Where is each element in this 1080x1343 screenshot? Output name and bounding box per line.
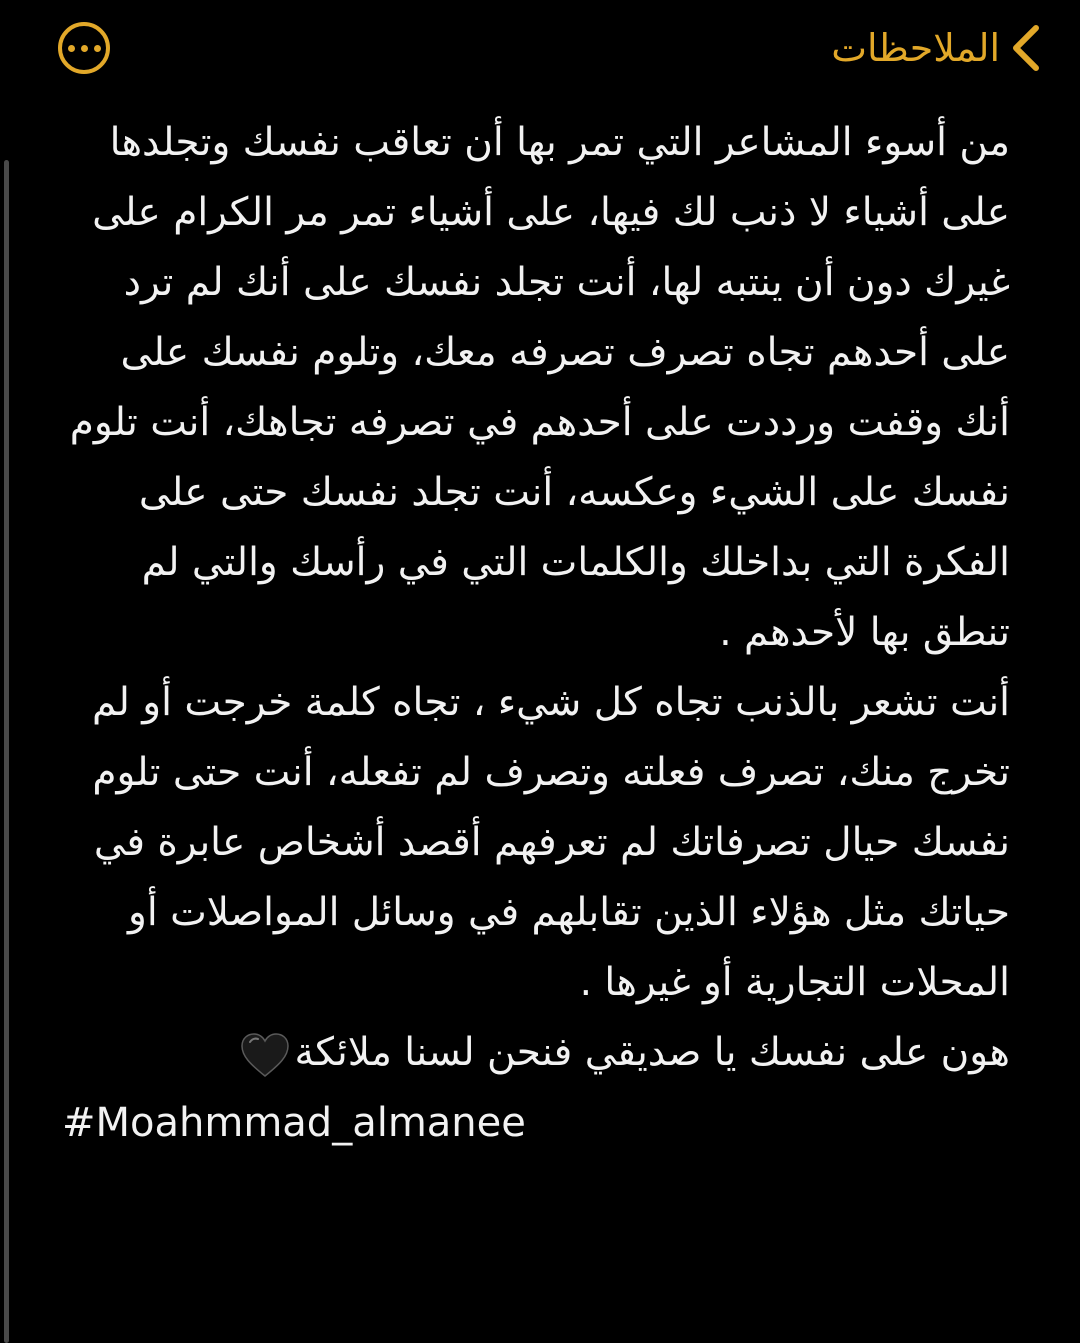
ellipsis-dot bbox=[94, 45, 101, 52]
closing-line bbox=[62, 1018, 1010, 1088]
black-heart-icon bbox=[240, 1032, 290, 1078]
chevron-left-icon bbox=[1010, 24, 1042, 72]
scrollbar[interactable] bbox=[4, 160, 9, 1343]
notes-header bbox=[0, 0, 1080, 100]
ellipsis-dot bbox=[68, 45, 75, 52]
back-to-notes-button[interactable] bbox=[831, 20, 1042, 76]
closing-text: هون على نفسك يا صديقي فنحن لسنا ملائكة bbox=[294, 1030, 1010, 1075]
more-options-button[interactable] bbox=[58, 22, 110, 74]
back-label: الملاحظات bbox=[831, 26, 1000, 70]
note-body[interactable] bbox=[62, 108, 1010, 1318]
note-paragraph: أنت تشعر بالذنب تجاه كل شيء ، تجاه كلمة خرجت أو لم تخرج منك، تصرف فعلته وتصرف لم تفعله، أنت حتى تلوم نفسك حيال تصرفاتك لم تعرفهم أقصد أشخاص عابرة في حياتك مثل هؤلاء الذين تقابلهم في وسائل المواصلات أو المحلات التجارية أو غيرها . bbox=[92, 680, 1010, 1005]
hashtag: #Moahmmad_almanee bbox=[62, 1100, 526, 1146]
ellipsis-dot bbox=[81, 45, 88, 52]
note-paragraph: من أسوء المشاعر التي تمر بها أن تعاقب نفسك وتجلدها على أشياء لا ذنب لك فيها، على أشياء تمر مر الكرام على غيرك دون أن ينتبه لها، أنت تجلد نفسك على أنك لم ترد على أحدهم تجاه تصرف تصرفه معك، وتلوم نفسك على أنك وقفت ورددت على أحدهم في تصرفه تجاهك، أنت تلوم نفسك على الشيء وعكسه، أنت تجلد نفسك حتى على الفكرة التي بداخلك والكلمات التي في رأسك والتي لم تنطق بها لأحدهم . bbox=[69, 120, 1010, 655]
